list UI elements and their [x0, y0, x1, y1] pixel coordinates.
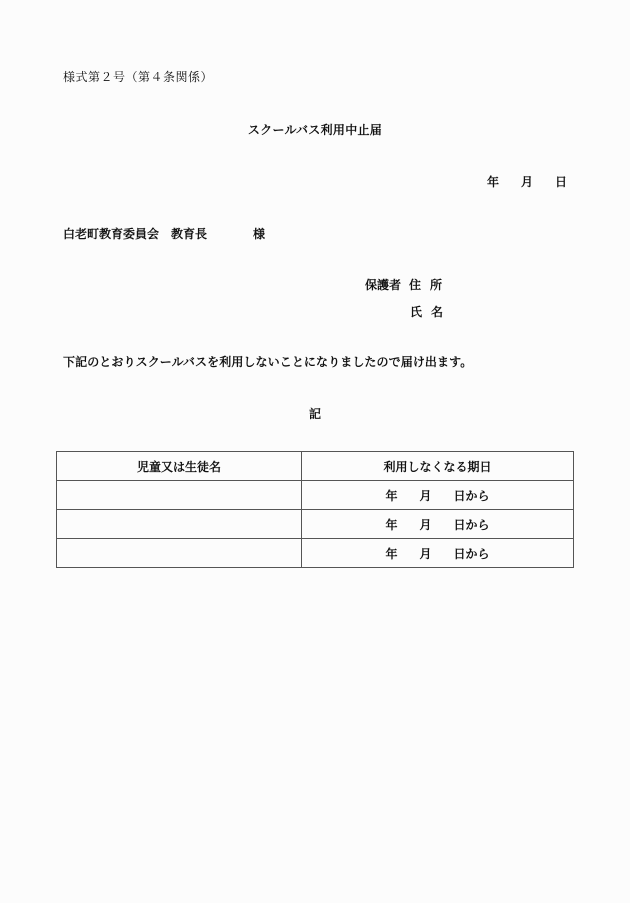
row-day-label: 日から	[453, 488, 490, 503]
guardian-name-line	[410, 303, 443, 320]
form-number: 様式第２号（第４条関係）	[63, 70, 214, 84]
guardian-address-line	[365, 276, 442, 293]
date-year-label: 年	[486, 175, 499, 189]
guardian-address-label: 住	[409, 278, 422, 292]
addressee-honorific: 様	[253, 227, 266, 241]
submission-date	[487, 173, 567, 190]
row-month-label: 月	[419, 546, 432, 561]
guardian-address-label-2: 所	[430, 278, 443, 292]
table-row	[57, 510, 574, 539]
table-row	[57, 539, 574, 568]
date-day-label: 日	[554, 175, 567, 189]
records-table	[56, 451, 574, 568]
header-student-name: 児童又は生徒名	[57, 452, 302, 481]
addressee	[63, 225, 265, 242]
guardian-name-label-2: 名	[431, 305, 444, 319]
table-header-row	[57, 452, 574, 481]
row-year-label: 年	[385, 488, 398, 503]
date-month-label: 月	[520, 175, 533, 189]
row-day-label: 日から	[453, 517, 490, 532]
student-name-cell[interactable]	[57, 510, 302, 539]
statement-text: 下記のとおりスクールバスを利用しないことになりましたので届け出ます。	[63, 355, 473, 369]
student-name-cell[interactable]	[57, 539, 302, 568]
student-name-cell[interactable]	[57, 481, 302, 510]
table-row	[57, 481, 574, 510]
stop-date-cell[interactable]	[302, 510, 574, 539]
addressee-board: 白老町教育委員会	[63, 227, 160, 241]
document-title: スクールバス利用中止届	[247, 123, 383, 137]
guardian-label: 保護者	[365, 278, 402, 292]
row-year-label: 年	[385, 546, 398, 561]
guardian-name-label: 氏	[410, 305, 423, 319]
stop-date-cell[interactable]	[302, 481, 574, 510]
row-month-label: 月	[419, 517, 432, 532]
header-stop-date: 利用しなくなる期日	[302, 452, 574, 481]
addressee-position: 教育長	[171, 227, 208, 241]
row-year-label: 年	[385, 517, 398, 532]
row-month-label: 月	[419, 488, 432, 503]
row-day-label: 日から	[453, 546, 490, 561]
ki-heading: 記	[308, 407, 321, 421]
stop-date-cell[interactable]	[302, 539, 574, 568]
